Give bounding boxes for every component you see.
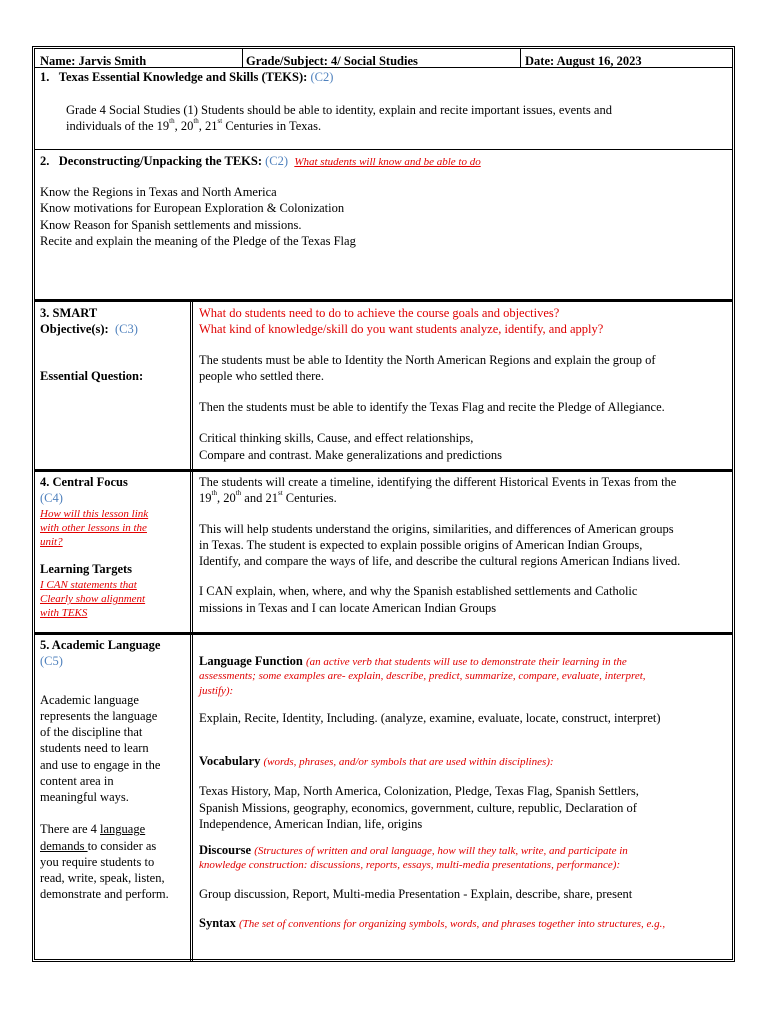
learning-targets-label: Learning Targets [40, 562, 133, 577]
central-focus-label: 4. Central Focus (C4) How will this lesson link with other lessons in the unit? Learning Targets I CAN statements that Clearly show alignment with TEKS [40, 474, 188, 621]
header-divider [520, 49, 521, 67]
student-name: Name: Jarvis Smith [40, 54, 147, 68]
row-divider [35, 299, 732, 302]
header-divider [242, 49, 243, 67]
list-item: Recite and explain the meaning of the Pledge of the Texas Flag [40, 233, 356, 248]
language-function: Language Function (an active verb that students will use to demonstrate their learning in the [199, 654, 627, 668]
central-focus-content: The students will create a timeline, identifying the different Historical Events in Texas from the 19th, 20th and 21st Centuries. This will help students understand the origins, similarities, and differences of American groups in Texas. The student is expected to explain possible origins of American Indian Groups, Identify, and compare the ways of life, and describe the cultural regions American Indians lived. I CAN explain, when, where, and why the Spanish established settlements and Catholic missions in Texas and I can locate American Indian Groups [199, 475, 681, 615]
lesson-plan-table [32, 46, 735, 962]
list-item: Know the Regions in Texas and North America [40, 185, 277, 199]
syntax: Syntax (The set of conventions for organizing symbols, words, and phrases together into structures, e.g., [199, 916, 666, 931]
vocabulary: Vocabulary (words, phrases, and/or symbols that are used within disciplines): [199, 754, 554, 769]
row-divider [35, 149, 732, 150]
academic-language-label: 5. Academic Language (C5) Academic language represents the language of the discipline that students need to learn and use to engage in the content area in meaningful ways. There are 4 language demands to consider as you require students to read, write, speak, listen, demonstrate and perform. [40, 637, 188, 903]
essential-question-label: Essential Question: [40, 368, 144, 383]
lesson-date: Date: August 16, 2023 [525, 54, 642, 68]
deconstruct-list [40, 184, 356, 249]
smart-content: What do students need to do to achieve the course goals and objectives? What kind of knowledge/skill do you want students analyze, identify, and apply? The students must be able to Identity the North American Regions and explain the group of people who settled there. Then the students must be able to identify the Texas Flag and recite the Pledge of Allegiance. Critical thinking skills, Cause, and effect relationships, Compare and contrast. Make generalizations and predictions [199, 306, 665, 462]
teks-text: Grade 4 Social Studies (1) Students should be able to identity, explain and recite important issues, events and individuals of the 19th, 20th, 21st Centuries in Texas. [66, 103, 612, 134]
deconstruct-heading: 2. Deconstructing/Unpacking the TEKS: (C2) What students will know and be able to do [40, 154, 481, 168]
smart-label: 3. SMART Objective(s): (C3) Essential Question: [40, 305, 188, 384]
language-demands: There are 4 language demands to consider as you require students to read, write, speak, listen, demonstrate and perform. [40, 822, 169, 902]
row-divider [35, 632, 732, 635]
grade-subject: Grade/Subject: 4/ Social Studies [246, 54, 418, 68]
teks-heading: 1. Texas Essential Knowledge and Skills (TEKS): (C2) [40, 70, 334, 84]
row-divider [35, 67, 732, 68]
academic-language-description: Academic language represents the language of the discipline that students need to learn and use to engage in the content area in meaningful ways. [40, 692, 161, 804]
list-item: Know Reason for Spanish settlements and missions. [40, 217, 302, 232]
column-divider [190, 299, 193, 962]
discourse: Discourse (Structures of written and oral language, how will they talk, write, and participate in [199, 843, 628, 858]
list-item: Know motivations for European Exploration & Colonization [40, 201, 345, 216]
academic-language-content: Language Function (an active verb that students will use to demonstrate their learning in the assessments; some examples are- explain, describe, predict, summarize, compare, evaluate, interpret, justify): Explain, Recite, Identity, Including. (analyze, examine, evaluate, locate, construct, interpret) Vocabulary (words, phrases, and/or symbols that are used within disciplines): Texas History, Map, North America, Colonization, Pledge, Texas Flag, Spanish Settlers, Spanish Missions, geography, economics, government, culture, republic, Declaration of Independence, American Indian, life, origins Discourse (Structures of written and oral language, how will they talk, write, and participate in knowledge construction: discussions, reports, essays, multi-media presentations, performance): Group discussion, Report, Multi-media Presentation - Explain, describe, share, present Syntax (The set of conventions for organizing symbols, words, and phrases together into structures, e.g., [199, 653, 734, 931]
row-divider [35, 469, 732, 472]
